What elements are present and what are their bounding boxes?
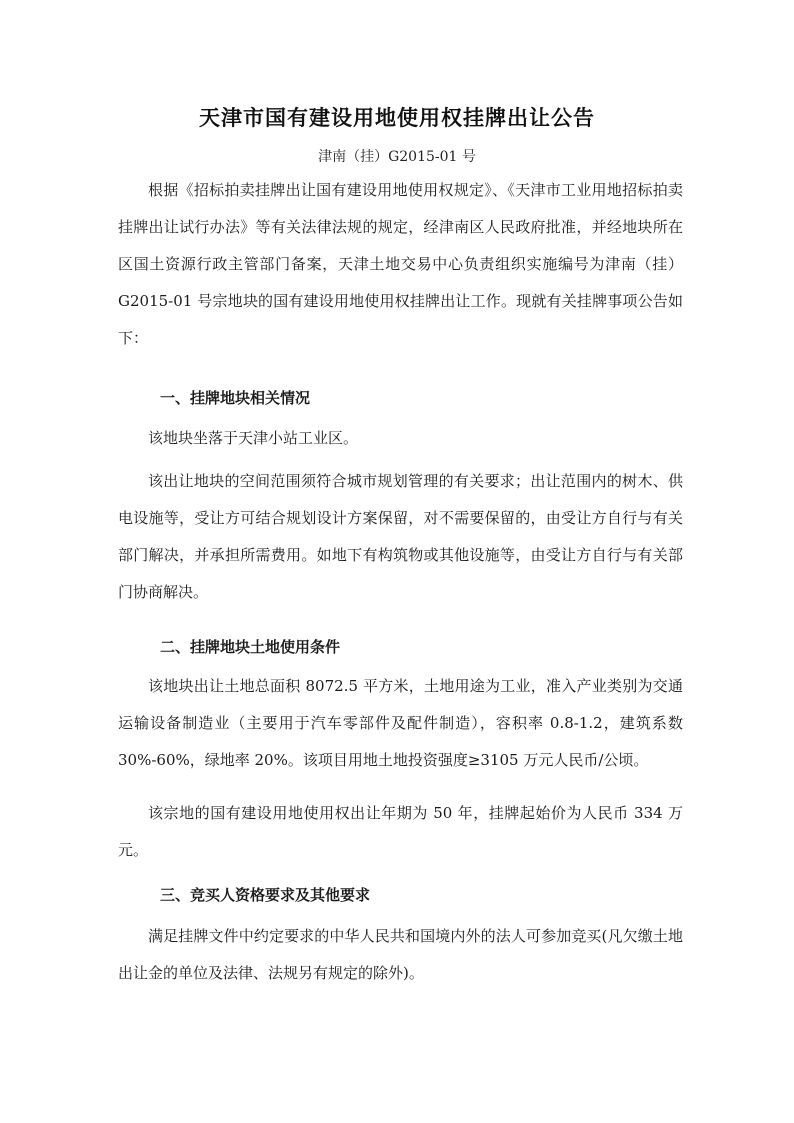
- section-1-heading: 一、挂牌地块相关情况: [160, 389, 311, 407]
- section-1-paragraph-2: 该出让地块的空间范围须符合城市规划管理的有关要求；出让范围内的树木、供电设施等，受让方可结合规划设计方案保留，对不需要保留的，由受让方自行与有关部门解决，并承担所需费用。如地下有构筑物或其他设施等，由受让方自行与有关部门协商解决。: [118, 472, 683, 601]
- section-2-paragraph-2: 该宗地的国有建设用地使用权出让年期为 50 年，挂牌起始价为人民币 334 万元。: [118, 804, 683, 859]
- section-2-paragraph-1: 该地块出让土地总面积 8072.5 平方米，土地用途为工业，准入产业类别为交通运输设备制造业（主要用于汽车零部件及配件制造），容积率 0.8-1.2，建筑系数 30%-60%，绿地率 20%。该项目用地土地投资强度≥3105 万元人民币/公顷。: [118, 677, 683, 769]
- section-2-heading: 二、挂牌地块土地使用条件: [160, 638, 341, 656]
- document-number: 津南（挂）G2015-01 号: [318, 149, 476, 165]
- intro-paragraph: 根据《招标拍卖挂牌出让国有建设用地使用权规定》、《天津市工业用地招标拍卖挂牌出让试行办法》等有关法律法规的规定，经津南区人民政府批准，并经地块所在区国土资源行政主管部门备案，天津土地交易中心负责组织实施编号为津南（挂）G2015-01 号宗地块的国有建设用地使用权挂牌出让工作。现就有关挂牌事项公告如下：: [118, 181, 683, 347]
- section-1-paragraph-1: 该地块坐落于天津小站工业区。: [148, 429, 359, 447]
- section-3-paragraph-1: 满足挂牌文件中约定要求的中华人民共和国境内外的法人可参加竞买(凡欠缴土地出让金的单位及法律、法规另有规定的除外)。: [118, 927, 683, 982]
- section-3-heading: 三、竞买人资格要求及其他要求: [160, 886, 371, 904]
- document-title: 天津市国有建设用地使用权挂牌出让公告: [199, 105, 595, 130]
